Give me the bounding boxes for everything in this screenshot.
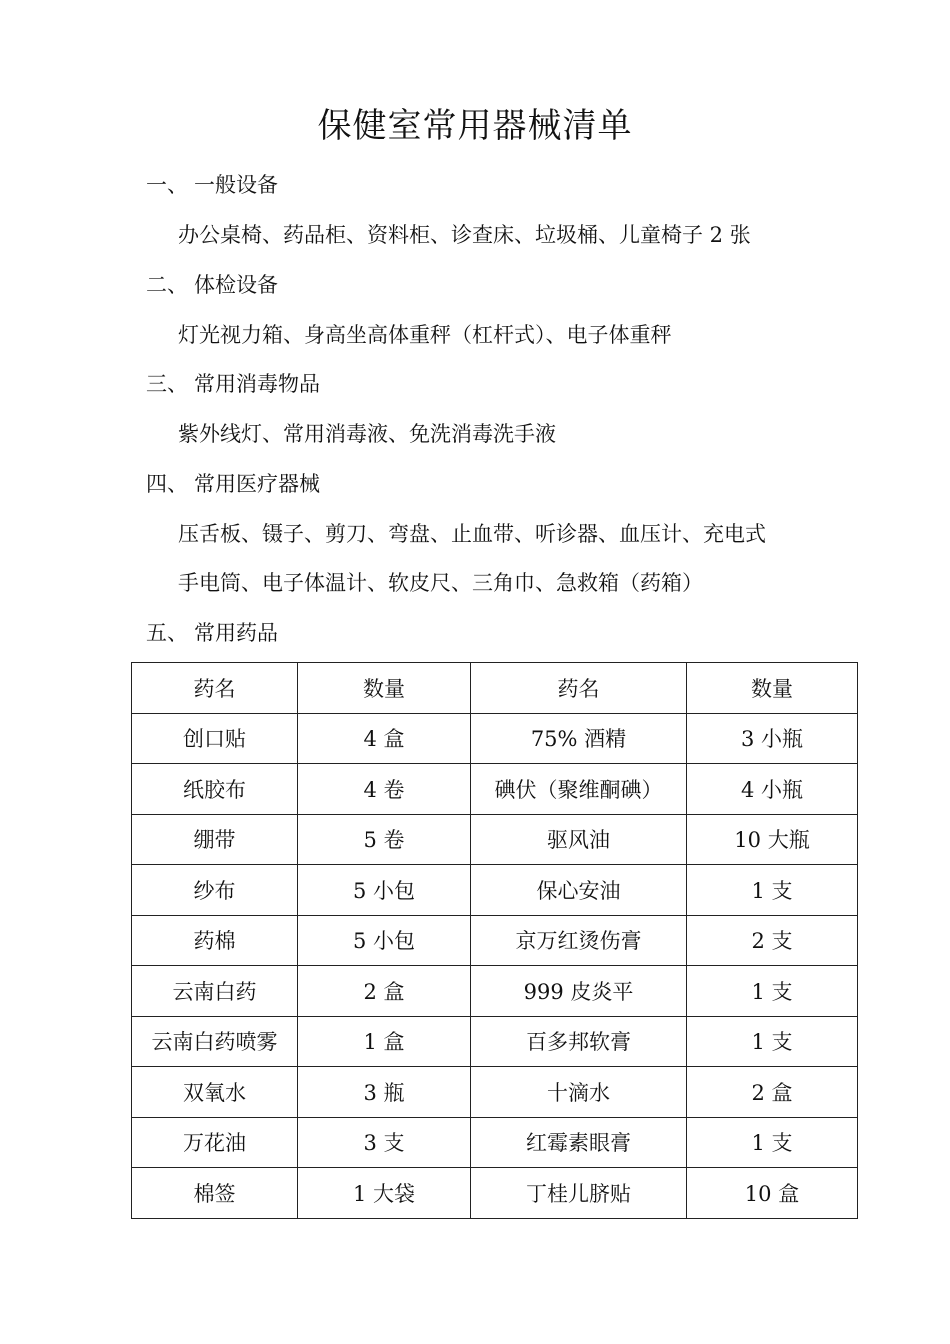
medicine-name-cell: 纱布: [132, 865, 298, 916]
section-heading-disinfection: [146, 369, 320, 399]
section-title: 体检设备: [194, 273, 278, 297]
table-row: [132, 1016, 858, 1067]
table-row: [132, 1117, 858, 1168]
table-header-row: [132, 663, 858, 714]
medicine-name-cell: 75% 酒精: [471, 713, 687, 764]
quantity-cell: 3 瓶: [298, 1067, 471, 1118]
table-row: [132, 814, 858, 865]
quantity-cell: 3 小瓶: [687, 713, 858, 764]
quantity-cell: 5 小包: [298, 865, 471, 916]
quantity-cell: 3 支: [298, 1117, 471, 1168]
medicine-name-cell: 百多邦软膏: [471, 1016, 687, 1067]
medicine-name-cell: 保心安油: [471, 865, 687, 916]
section-number: 三、: [146, 372, 188, 396]
section-title: 常用药品: [194, 621, 278, 645]
header-quantity: 数量: [687, 663, 858, 714]
page-title: 保健室常用器械清单: [317, 106, 633, 146]
medicine-name-cell: 十滴水: [471, 1067, 687, 1118]
section-number: 二、: [146, 273, 188, 297]
quantity-cell: 1 盒: [298, 1016, 471, 1067]
table-row: [132, 1067, 858, 1118]
quantity-cell: 2 盒: [687, 1067, 858, 1118]
medicine-name-cell: 京万红烫伤膏: [471, 915, 687, 966]
section-number: 一、: [146, 173, 188, 197]
medicine-name-cell: 纸胶布: [132, 764, 298, 815]
section-number: 四、: [146, 472, 188, 496]
table-row: [132, 1168, 858, 1219]
section-heading-general-equipment: [146, 170, 278, 200]
quantity-cell: 2 盒: [298, 966, 471, 1017]
section-heading-medical-instruments: [146, 469, 320, 499]
section-text-disinfection: 紫外线灯、常用消毒液、免洗消毒洗手液: [178, 422, 556, 446]
quantity-cell: 10 大瓶: [687, 814, 858, 865]
medicine-name-cell: 云南白药: [132, 966, 298, 1017]
table-row: [132, 713, 858, 764]
medicine-name-cell: 驱风油: [471, 814, 687, 865]
quantity-cell: 2 支: [687, 915, 858, 966]
table-row: [132, 865, 858, 916]
section-heading-exam-equipment: [146, 270, 278, 300]
quantity-cell: 1 支: [687, 1117, 858, 1168]
quantity-cell: 10 盒: [687, 1168, 858, 1219]
quantity-cell: 5 卷: [298, 814, 471, 865]
header-medicine-name: 药名: [132, 663, 298, 714]
medicine-name-cell: 万花油: [132, 1117, 298, 1168]
medicine-name-cell: 药棉: [132, 915, 298, 966]
section-heading-medicines: [146, 618, 278, 648]
medicine-name-cell: 绷带: [132, 814, 298, 865]
section-title: 一般设备: [194, 173, 278, 197]
section-title: 常用医疗器械: [194, 472, 320, 496]
medicine-name-cell: 丁桂儿脐贴: [471, 1168, 687, 1219]
medicine-name-cell: 双氧水: [132, 1067, 298, 1118]
medicine-table: [131, 662, 858, 1219]
quantity-cell: 4 卷: [298, 764, 471, 815]
section-text-general-equipment: 办公桌椅、药品柜、资料柜、诊查床、垃圾桶、儿童椅子 2 张: [178, 223, 751, 247]
quantity-cell: 1 支: [687, 1016, 858, 1067]
quantity-cell: 1 大袋: [298, 1168, 471, 1219]
medicine-name-cell: 红霉素眼膏: [471, 1117, 687, 1168]
medicine-name-cell: 云南白药喷雾: [132, 1016, 298, 1067]
section-number: 五、: [146, 621, 188, 645]
medicine-name-cell: 999 皮炎平: [471, 966, 687, 1017]
quantity-cell: 1 支: [687, 966, 858, 1017]
table-row: [132, 764, 858, 815]
header-medicine-name: 药名: [471, 663, 687, 714]
medicine-name-cell: 创口贴: [132, 713, 298, 764]
header-quantity: 数量: [298, 663, 471, 714]
medicine-name-cell: 碘伏（聚维酮碘）: [471, 764, 687, 815]
section-text-medical-instruments-line1: 压舌板、镊子、剪刀、弯盘、止血带、听诊器、血压计、充电式: [178, 522, 766, 546]
section-text-exam-equipment: 灯光视力箱、身高坐高体重秤（杠杆式）、电子体重秤: [178, 323, 672, 347]
table-row: [132, 966, 858, 1017]
quantity-cell: 4 小瓶: [687, 764, 858, 815]
quantity-cell: 4 盒: [298, 713, 471, 764]
table-row: [132, 915, 858, 966]
section-text-medical-instruments-line2: 手电筒、电子体温计、软皮尺、三角巾、急救箱（药箱）: [178, 571, 703, 595]
quantity-cell: 1 支: [687, 865, 858, 916]
quantity-cell: 5 小包: [298, 915, 471, 966]
medicine-name-cell: 棉签: [132, 1168, 298, 1219]
section-title: 常用消毒物品: [194, 372, 320, 396]
